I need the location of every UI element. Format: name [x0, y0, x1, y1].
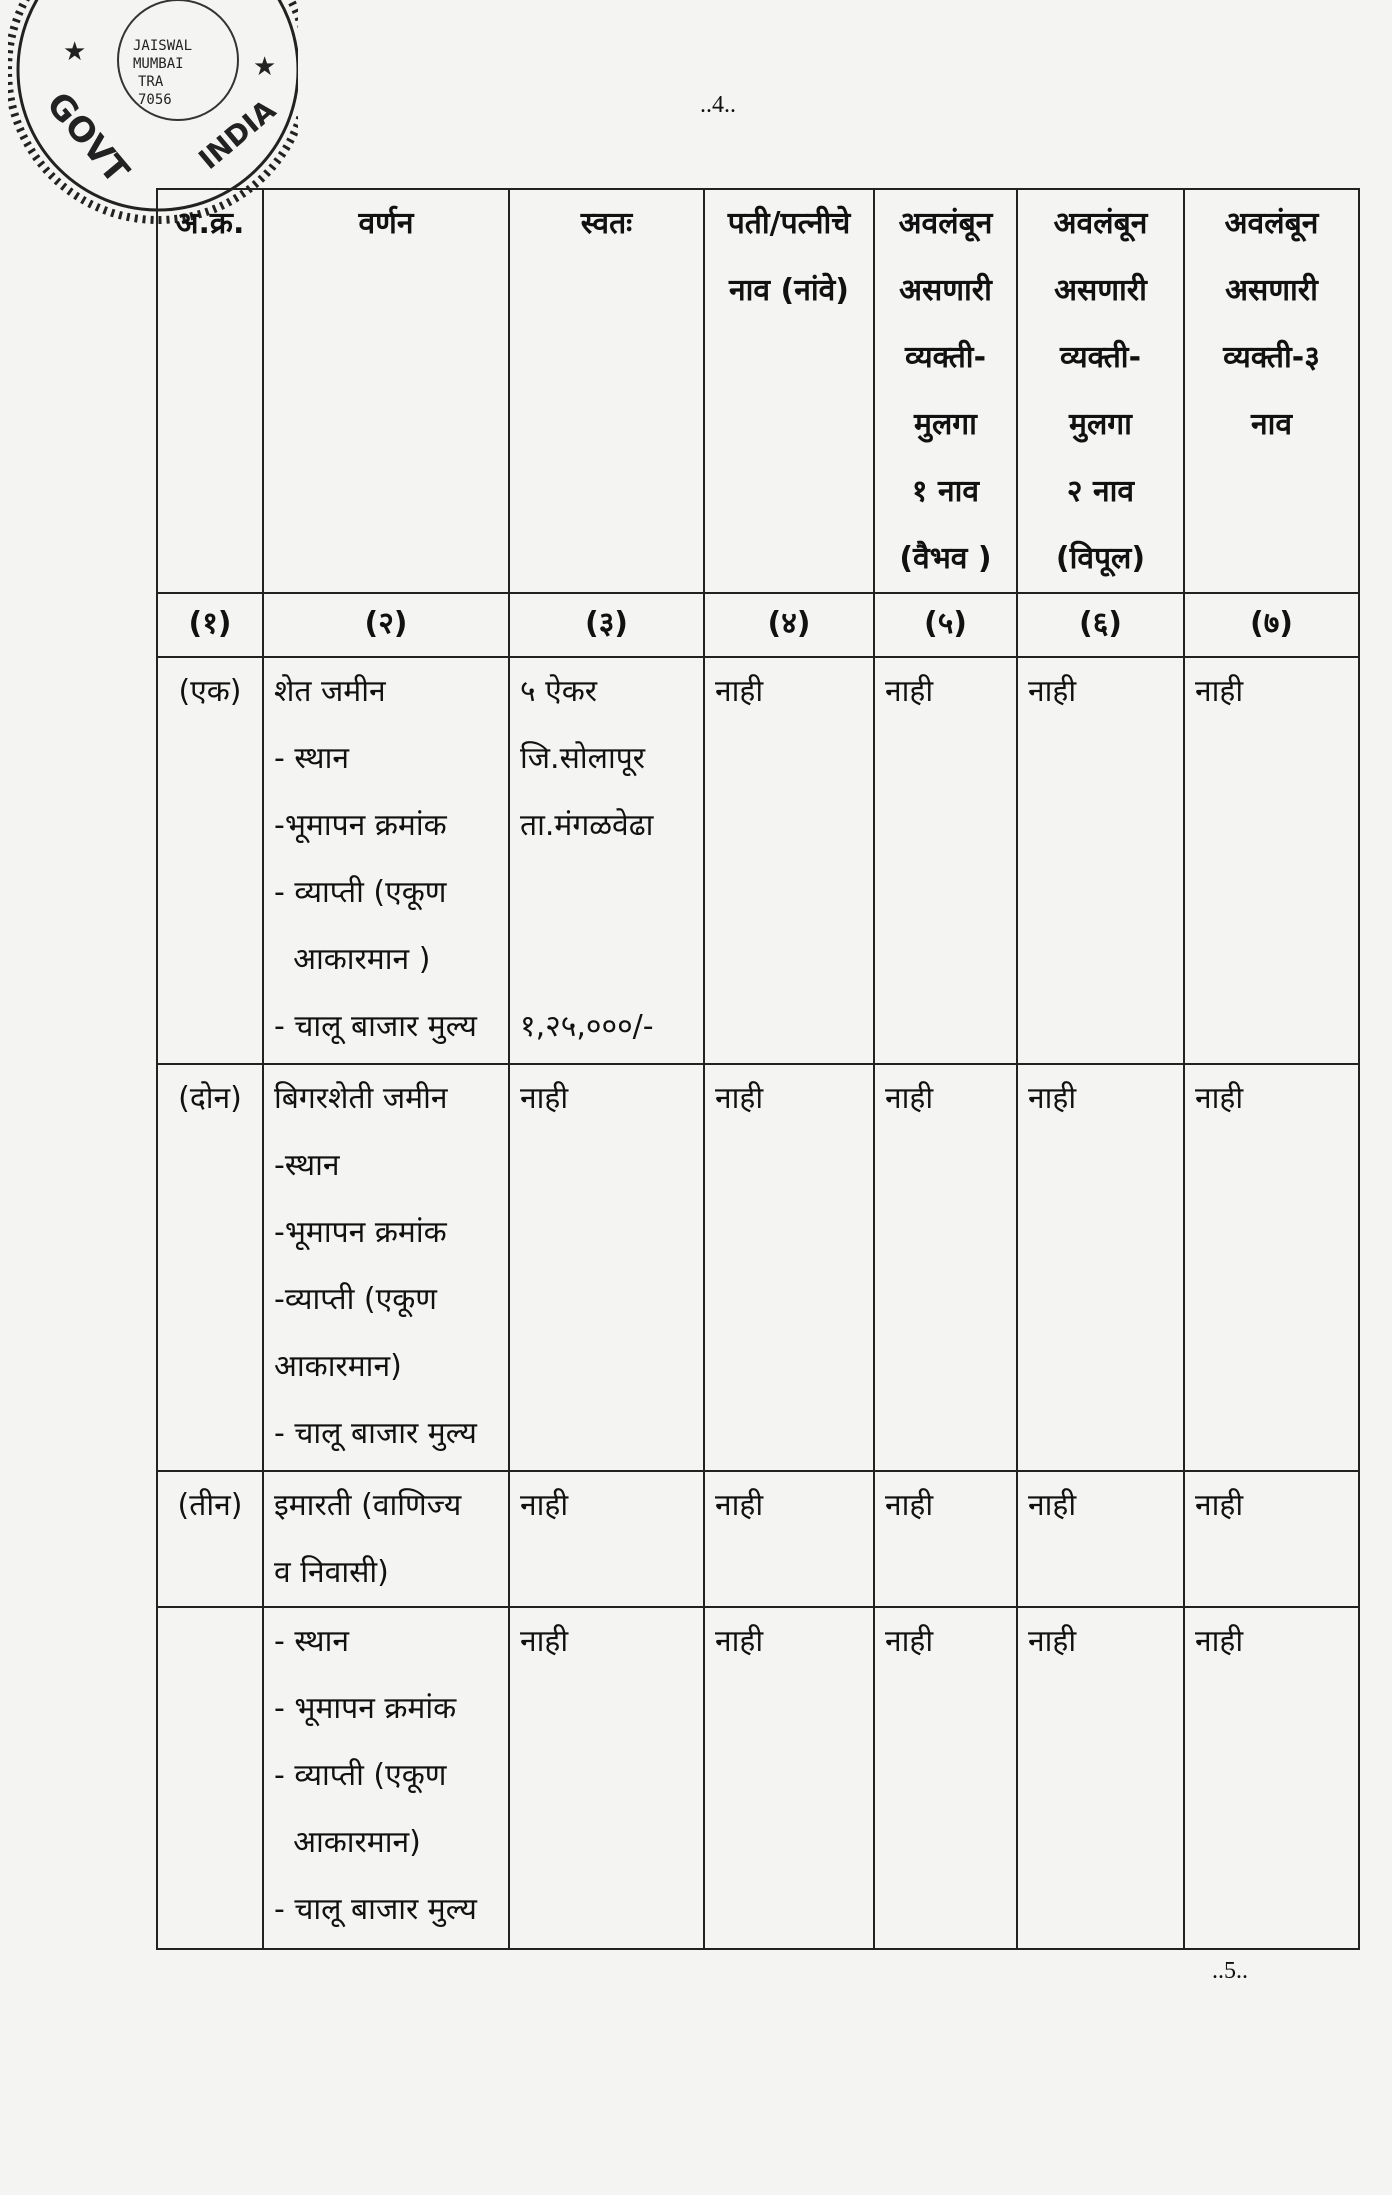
table-cell: [1184, 657, 1359, 1064]
table-cell: [1017, 657, 1184, 1064]
cell-line: नाही: [885, 1081, 934, 1116]
table-cell: [509, 657, 704, 1064]
table-cell: [509, 1607, 704, 1949]
cell-line: - चालू बाजार मुल्य: [274, 1009, 477, 1044]
svg-text:GOVT: GOVT: [38, 84, 137, 192]
cell-line: अ.क्र.: [175, 206, 245, 241]
header-row: [157, 189, 1359, 593]
table-cell: [157, 657, 263, 1064]
header-cell: [157, 189, 263, 593]
cell-line: १ नाव: [911, 474, 980, 509]
cell-line: -स्थान: [274, 1148, 340, 1183]
table-cell: [263, 1607, 509, 1949]
cell-line: जि.सोलापूर: [520, 741, 646, 776]
table-cell: [704, 1471, 874, 1607]
cell-line: नाही: [715, 674, 764, 709]
table-row: [157, 1607, 1359, 1949]
table-cell: [1017, 1607, 1184, 1949]
cell-line: नाही: [885, 674, 934, 709]
cell-line: नाही: [1028, 1081, 1077, 1116]
cell-line: [520, 926, 693, 993]
table-row: [157, 1471, 1359, 1607]
cell-line: नाही: [520, 1488, 569, 1523]
cell-line: नाही: [715, 1488, 764, 1523]
cell-line: नाही: [1195, 1081, 1244, 1116]
svg-text:JAISWAL: JAISWAL: [133, 38, 193, 54]
svg-text:INDIA: INDIA: [192, 93, 282, 176]
table-cell: [704, 657, 874, 1064]
cell-line: नाही: [1028, 1624, 1077, 1659]
cell-line: मुलगा: [914, 407, 977, 442]
cell-line: नाही: [520, 1624, 569, 1659]
column-number: (५): [874, 593, 1017, 657]
header-cell: [874, 189, 1017, 593]
cell-line: नाही: [715, 1624, 764, 1659]
column-number: (३): [509, 593, 704, 657]
column-number: (४): [704, 593, 874, 657]
cell-line: - चालू बाजार मुल्य: [274, 1892, 477, 1927]
cell-line: स्वतः: [580, 206, 633, 241]
table-cell: [509, 1471, 704, 1607]
cell-line: नाव: [1250, 407, 1293, 442]
cell-line: [168, 1608, 252, 1675]
cell-line: बिगरशेती जमीन: [274, 1081, 448, 1116]
table-cell: [704, 1607, 874, 1949]
cell-line: - स्थान: [274, 741, 350, 776]
cell-line: आकारमान): [274, 1349, 402, 1384]
header-cell: [509, 189, 704, 593]
column-number: (७): [1184, 593, 1359, 657]
svg-text:7056: 7056: [138, 92, 172, 108]
cell-line: वर्णन: [358, 206, 414, 241]
table-cell: [263, 657, 509, 1064]
cell-line: ५ ऐकर: [520, 674, 598, 709]
header-cell: [1017, 189, 1184, 593]
cell-line: मुलगा: [1069, 407, 1132, 442]
cell-line: - भूमापन क्रमांक: [274, 1691, 457, 1726]
column-number: (२): [263, 593, 509, 657]
cell-line: - व्याप्ती (एकूण: [274, 875, 447, 910]
svg-text:TRA: TRA: [138, 74, 164, 90]
table-cell: [263, 1471, 509, 1607]
cell-line: असणारी: [1054, 273, 1147, 308]
table-row: [157, 657, 1359, 1064]
cell-line: आकारमान): [274, 1825, 421, 1860]
cell-line: इमारती (वाणिज्य: [274, 1488, 462, 1523]
cell-line: - व्याप्ती (एकूण: [274, 1758, 447, 1793]
table-cell: [157, 1064, 263, 1471]
cell-line: नाही: [1028, 1488, 1077, 1523]
cell-line: - स्थान: [274, 1624, 350, 1659]
cell-line: नाही: [1195, 1488, 1244, 1523]
cell-line: असणारी: [1225, 273, 1318, 308]
cell-line: (तीन): [177, 1488, 243, 1523]
page-number-bottom: ..5..: [1212, 1958, 1248, 1984]
cell-line: (वैभव ): [899, 541, 992, 576]
svg-text:MUMBAI: MUMBAI: [133, 56, 184, 72]
table-cell: [874, 1471, 1017, 1607]
cell-line: नाही: [1195, 1624, 1244, 1659]
cell-line: -भूमापन क्रमांक: [274, 808, 447, 843]
cell-line: नाही: [885, 1488, 934, 1523]
cell-line: व्यक्ती-३: [1223, 340, 1320, 375]
cell-line: असणारी: [899, 273, 992, 308]
table-cell: [263, 1064, 509, 1471]
cell-line: (एक): [178, 674, 242, 709]
table-cell: [1184, 1064, 1359, 1471]
header-cell: [704, 189, 874, 593]
table-cell: [1184, 1607, 1359, 1949]
cell-line: अवलंबून: [898, 206, 993, 241]
cell-line: नाही: [1028, 674, 1077, 709]
cell-line: -व्याप्ती (एकूण: [274, 1282, 437, 1317]
assets-declaration-table: [156, 188, 1360, 1950]
cell-line: नाही: [520, 1081, 569, 1116]
header-cell: [263, 189, 509, 593]
cell-line: १,२५,०००/-: [520, 1009, 654, 1044]
cell-line: नाही: [715, 1081, 764, 1116]
page-number-top: ..4..: [700, 92, 736, 118]
cell-line: २ नाव: [1066, 474, 1135, 509]
table-cell: [1017, 1064, 1184, 1471]
table-cell: [704, 1064, 874, 1471]
cell-line: (विपूल): [1055, 541, 1146, 576]
svg-text:★: ★: [253, 52, 277, 82]
cell-line: नाव (नांवे): [728, 273, 850, 308]
table-row: [157, 1064, 1359, 1471]
header-cell: [1184, 189, 1359, 593]
table-cell: [509, 1064, 704, 1471]
cell-line: आकारमान ): [274, 942, 431, 977]
table-cell: [157, 1607, 263, 1949]
cell-line: व्यक्ती-: [1059, 340, 1142, 375]
table-cell: [874, 657, 1017, 1064]
cell-line: अवलंबून: [1053, 206, 1148, 241]
table-cell: [874, 1064, 1017, 1471]
cell-line: नाही: [885, 1624, 934, 1659]
table-cell: [1017, 1471, 1184, 1607]
cell-line: [520, 859, 693, 926]
cell-line: - चालू बाजार मुल्य: [274, 1416, 477, 1451]
cell-line: (दोन): [178, 1081, 242, 1116]
column-number-row: [157, 593, 1359, 657]
cell-line: व निवासी): [274, 1555, 389, 1590]
cell-line: नाही: [1195, 674, 1244, 709]
svg-text:★: ★: [63, 37, 87, 67]
cell-line: व्यक्ती-: [904, 340, 987, 375]
table-cell: [874, 1607, 1017, 1949]
column-number: (६): [1017, 593, 1184, 657]
cell-line: ता.मंगळवेढा: [520, 808, 654, 843]
cell-line: पती/पत्नीचे: [727, 206, 851, 241]
table-cell: [1184, 1471, 1359, 1607]
column-number: (१): [157, 593, 263, 657]
cell-line: -भूमापन क्रमांक: [274, 1215, 447, 1250]
cell-line: शेत जमीन: [274, 674, 386, 709]
table-cell: [157, 1471, 263, 1607]
cell-line: अवलंबून: [1224, 206, 1319, 241]
